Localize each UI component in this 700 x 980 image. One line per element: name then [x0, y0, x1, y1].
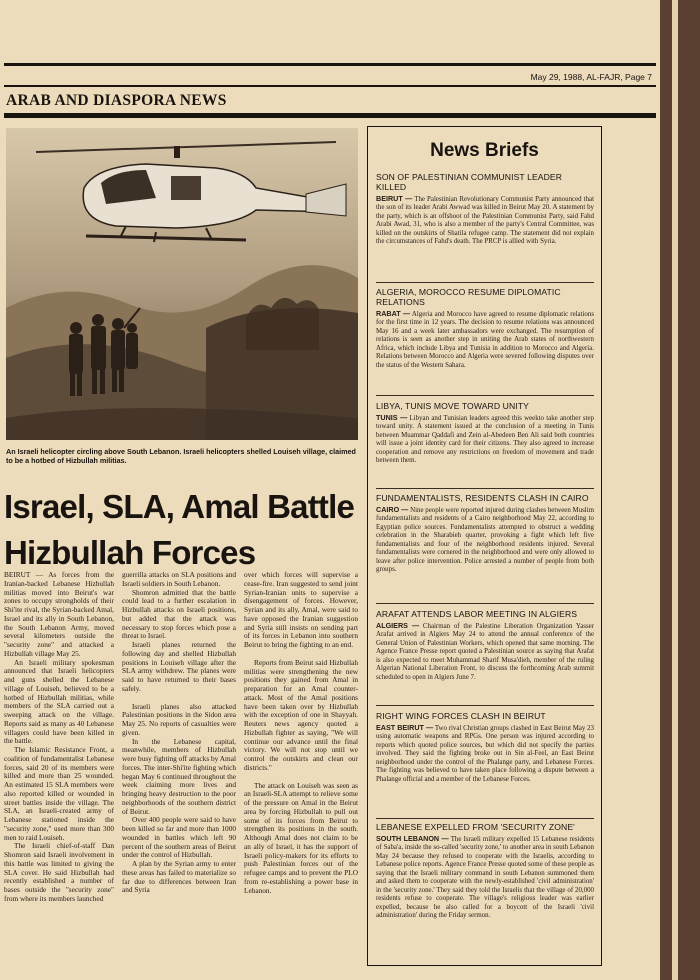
- headline-line-1: Israel, SLA, Amal Battle: [4, 488, 355, 525]
- headline-line-2: Hizbullah Forces: [4, 534, 256, 571]
- brief-dateline: ALGIERS —: [376, 621, 420, 630]
- section-title: ARAB AND DIASPORA NEWS: [6, 92, 227, 109]
- brief-body: [376, 195, 594, 247]
- col1-paragraph: The Israeli chief-of-staff Dan Shomron said Israeli involvement in this battle was limited to giving the SLA cover. He said Hizbullah had recently established a number of bases outside the "security zone" from where its members launched: [4, 841, 114, 903]
- article-headline: [4, 484, 364, 576]
- photo-caption: An Israeli helicopter circling above South Lebanon. Israeli helicopters shelled Louiseh village, claimed to be a hotbed of Hizbullah militias.: [6, 447, 356, 465]
- brief-dateline: SOUTH LEBANON —: [376, 834, 449, 843]
- brief-divider: [376, 818, 594, 819]
- brief-divider: [376, 395, 594, 396]
- col3-paragraph: The attack on Louiseh was seen as an Israeli-SLA attempt to relieve some of the pressure on Amal in the Beirut area by forcing Hizbullah to pull out some of its forces from Beirut to strengthen its positions in the south. Although Amal does not claim to be an ally of Israel, it has the support of Israeli policy-makers for its efforts to push Palestinian forces out of the refugee camps and to prevent the PLO from re-establishing a power base in Lebanon.: [244, 780, 358, 895]
- brief-text: The Palestinian Revolutionary Communist Party announced that the son of its leader Arabi Awwad was killed in Beirut May 20. A statement by the party, which is an offshoot of the Palestinian Communist Party, said Fahd Arabi Awad, 31, who is also a member of the party's Central Committee, was killed on the outskirts of Shatila refugee camp. The statement did not explain the circumstances of Fahd's death. The PRCP is allied with Syria.: [376, 196, 594, 246]
- brief-divider: [376, 282, 594, 283]
- brief-dateline: TUNIS —: [376, 413, 408, 422]
- col1-paragraph: An Israeli military spokesman announced that Israeli helicopters and guns shelled the Lebanese village of Louiseh, believed to be a hotbed of Hizbullah militias, while members of the SLA carried out a sweeping attack on the village. Reports said as many as 40 Lebanese villagers could have been killed in the battle.: [4, 657, 114, 746]
- brief-item: [376, 287, 594, 370]
- brief-body: [376, 622, 594, 682]
- brief-body: [376, 506, 594, 575]
- brief-body: [376, 310, 594, 370]
- col3-paragraph: over which forces will supervise a cease-fire. Iran suggested to send joint Syrian-Iranian units to supervise a disengagement of forces. However, Syrian and its ally, Amal, were said to have opposed the Iranian suggestion and Syria still insists on sending part of its forces in Lebanon into southern Beirut to bring the fighting to an end.: [244, 571, 358, 649]
- brief-dateline: CAIRO —: [376, 505, 409, 514]
- brief-body: [376, 835, 594, 921]
- brief-text: Two rival Christian groups clashed in East Beirut May 23 using automatic weapons and RPGs. One person was injured according to reports which quoted police sources, but which did not specify the parties involved. They said the fighting broke out in Sin al-Feel, an East Beirut neighborhood under the control of the Phalange party, and Lebanese Forces. The fighting was believed to have taken place following a dispute between a Phalange official and a member of the Lebanese Forces.: [376, 725, 595, 783]
- brief-dateline: EAST BEIRUT —: [376, 723, 434, 732]
- col2-paragraph: guerrilla attacks on SLA positions and Israeli soldiers in South Lebanon.: [122, 571, 236, 588]
- brief-headline: LEBANESE EXPELLED FROM 'SECURITY ZONE': [376, 822, 575, 832]
- col2-paragraph: A plan by the Syrian army to enter these areas has failed to materialize so far due to differences between Iran and Syria: [122, 859, 236, 895]
- col2-paragraph: Shomron admitted that the battle could lead to a further escalation in Hizbullah attacks on Israeli positions, but added that the attack was necessary to stop forces which pose a threat to Israel.: [122, 587, 236, 641]
- col1-paragraph: The Islamic Resistance Front, a coalition of fundamentalist Lebanese forces, said 20 of its members were killed and more than 25 wounded. An estimated 15 SLA members were also reported killed or wounded in street battles inside the village. The SLA, an Israeli-created army of Lebanese stationed inside the "security zone," used more than 300 men to raid Louiseh.: [4, 745, 114, 842]
- brief-headline: ARAFAT ATTENDS LABOR MEETING IN ALGIERS: [376, 609, 578, 619]
- top-rule: [4, 63, 656, 66]
- article-column-1: [4, 571, 114, 966]
- brief-item: [376, 711, 594, 784]
- col2-paragraph: In the Lebanese capital, meanwhile, members of Hizbullah were busy fighting off attacks by Amal forces. The inter-Shi'ite fighting which began May 6 continued throughout the week claiming more lives and bringing heavy destruction to the poor neighborhoods of the southern district of Beirut.: [122, 736, 236, 816]
- brief-headline: RIGHT WING FORCES CLASH IN BEIRUT: [376, 711, 546, 721]
- brief-dateline: BEIRUT —: [376, 194, 413, 203]
- col2-paragraph: Israeli planes returned the following day and shelled Hizbullah positions in Louiseh village after the SLA army withdrew. The planes were said to have returned to their bases safely.: [122, 640, 236, 693]
- brief-divider: [376, 488, 594, 489]
- brief-dateline: RABAT —: [376, 309, 411, 318]
- col1-paragraph: BEIRUT — As forces from the Iranian-backed Lebanese Hizbullah militias moved into Beirut's war zones to occupy strongholds of their Shi'ite rival, the Syrian-backed Amal, Israel and its ally in South Lebanon, the South Lebanon Army, moved several kilometers outside the "security zone" and attacked a Hizbullah village May 25.: [4, 571, 114, 658]
- helicopter-photo: [6, 128, 358, 440]
- brief-divider: [376, 603, 594, 604]
- brief-body: [376, 414, 594, 466]
- brief-body: [376, 724, 594, 784]
- section-top-rule: [4, 85, 656, 87]
- brief-headline: LIBYA, TUNIS MOVE TOWARD UNITY: [376, 401, 529, 411]
- brief-divider: [376, 705, 594, 706]
- article-column-2: [122, 571, 236, 966]
- helicopter-photo-art: [6, 128, 358, 440]
- brief-item: [376, 172, 594, 247]
- brief-headline: FUNDAMENTALISTS, RESIDENTS CLASH IN CAIRO: [376, 493, 589, 503]
- page-dateline: May 29, 1988, AL-FAJR, Page 7: [530, 72, 652, 82]
- news-briefs-title: News Briefs: [430, 140, 539, 161]
- brief-item: [376, 822, 594, 921]
- col3-paragraph: Reports from Beirut said Hizbullah militias were strengthening the new positions they gained from Amal in preparation for an Amal counter-attack. Most of the Amal positions have been taken over by Hizbullah with the exception of one in Shayyah. Reuters news agency quoted a Hizbullah fighter as saying, "We will continue our advance until the final victory. We will not stop until we control the outskirts and clean our districts.": [244, 657, 358, 772]
- brief-text: The Israeli military expelled 15 Lebanese residents of Saba'a, inside the so-called 'security zone,' to another area in south Lebanon May 24 because they refused to cooperate with the Israelis, according to Lebanese police reports. Agence France Presse quoted some of these people as saying that the Israeli military command in south Lebanon summoned them and asked them to cooperate with the newly-established 'civil administration' in the 'security zone.' They said they told the Israelis that the village of 20,000 residents refuse to cooperate. The village's religious leader was earlier expelled, because he also called for a boycott of the Israeli 'civil administration' during the Friday sermon.: [376, 836, 594, 920]
- brief-text: Nine people were reported injured during clashes between Muslim fundamentalists and residents of a Cairo neighborhood May 22, according to Egyptian police sources. Fundamentalists attempted to obstruct a wedding celebration in the Sharabieh quarter, provoking a fight which left five fundamentalists and four of the neighborhood residents injured. Several fundamentalists were cornered in the neighborhood and were only allowed to leave after police intervention. Police arrested a number of people from both groups.: [376, 507, 594, 574]
- brief-text: Chairman of the Palestine Liberation Organization Yasser Arafat arrived in Algiers May 24 to attend the annual conference of the General Union of Palestinian Workers, which opened that same morning. The Agence France Presse report quoted a Palestinian source as saying that Arafat is also expected to meet Muhammad Sharif Musa'dieh, member of the ruling Algerian National Liberation Front, to discuss the forthcoming Arab summit scheduled to open in Algiers June 7.: [376, 623, 594, 681]
- binding-edge: [660, 0, 700, 980]
- section-bottom-rule: [4, 113, 656, 118]
- col2-paragraph: Israeli planes also attacked Palestinian positions in the Sidon area May 25. No reports of casualties were given.: [122, 701, 236, 737]
- brief-headline: ALGERIA, MOROCCO RESUME DIPLOMATIC RELATIONS: [376, 287, 561, 307]
- brief-item: [376, 493, 594, 575]
- brief-headline: SON OF PALESTINIAN COMMUNIST LEADER KILLED: [376, 172, 563, 192]
- article-column-3: [244, 571, 358, 966]
- brief-text: Algeria and Morocco have agreed to resume diplomatic relations for the first time in 12 years. The decision to resume relations was announced May 16 and a week later ambassadors were exchanged. The resumption of relations is seen as another step in uniting the Arab states of northwestern Africa, which include Libya and Tunisia in addition to Morocco and Algeria. Relations between Morocco and Algeria were severed following disputes over the status of the Western Sahara.: [376, 311, 594, 369]
- col2-paragraph: Over 400 people were said to have been killed so far and more than 1000 wounded in battles which left 90 percent of the southern areas of Beirut under the control of Hizbullah.: [122, 815, 236, 860]
- brief-item: [376, 609, 594, 682]
- brief-text: Libyan and Tunisian leaders agreed this weekto take another step toward unity. A statement issued at the conclusion of a meeting in Tunis between Muammar Qaddafi and Zein al-Abedeen Ben Ali said both countries will issue a joint identity card for their citizens. They also agreed to increase cooperation and remove any restrictions on freedom of movement and trade between them.: [376, 415, 594, 465]
- brief-item: [376, 401, 594, 466]
